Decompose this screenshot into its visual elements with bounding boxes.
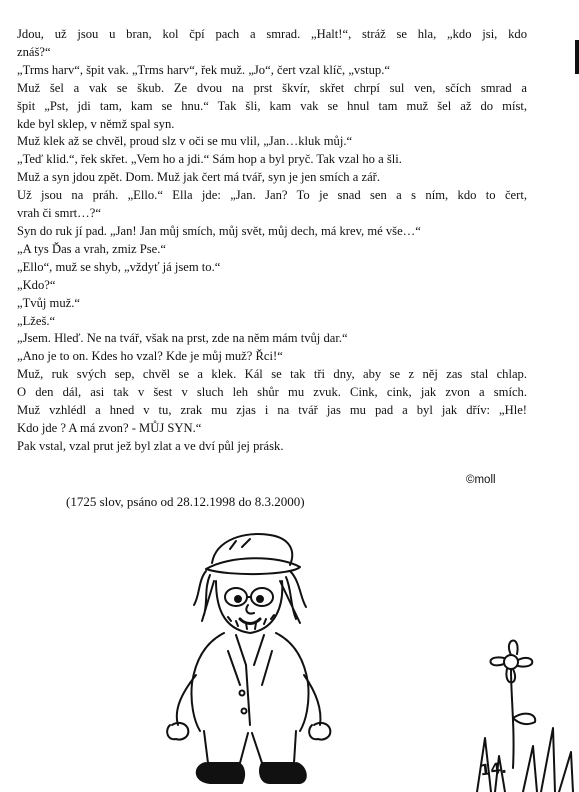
story-line: Muž, ruk svých sep, chvěl se a klek. Kál se tak tři dny, aby se z něj zas stal chlap.: [17, 367, 527, 382]
story-line: znáš?“: [17, 44, 51, 59]
page-edge-mark: [575, 40, 579, 74]
story-line: Už jsou na práh. „Ello.“ Ella jde: „Jan. Jan? To je snad sen a s ním, kdo to čert,: [17, 188, 527, 203]
story-line: Muž a syn jdou zpět. Dom. Muž jak čert má tvář, syn je jen smích a zář.: [17, 170, 381, 185]
story-line: „Kdo?“: [17, 277, 56, 292]
story-line: O den dál, asi tak v šest v sluch leh shůr mu zvuk. Cink, cink, jak zvon a smích.: [17, 385, 527, 400]
story-line: Syn do ruk jí pad. „Jan! Jan můj smích, můj svět, můj dech, má krev, mé vše…“: [17, 223, 421, 238]
story-line: Pak vstal, vzal prut jež byl zlat a ve dví půl jej prásk.: [17, 438, 284, 453]
story-line: „A tys Ďas a vrah, zmiz Pse.“: [17, 241, 166, 256]
story-line: „Tvůj muž.“: [17, 295, 80, 310]
cartoon-illustration: [150, 525, 360, 787]
story-line: špit „Pst, jdi tam, kam se hnu.“ Tak šli, kam vak se hnul tam muž šel až do míst,: [17, 98, 527, 113]
story-line: „Ello“, muž se shyb, „vždyť já jsem to.“: [17, 259, 221, 274]
story-line: kde byl sklep, v němž spal syn.: [17, 116, 175, 131]
story-line: Jdou, už jsou u bran, kol čpí pach a smrad. „Halt!“, stráž se hla, „kdo jsi, kdo: [17, 27, 527, 41]
story-line: „Trms harv“, špit vak. „Trms harv“, řek muž. „Jo“, čert vzal klíč, „vstup.“: [17, 62, 390, 77]
story-line: Muž vzhlédl a hned v tu, zrak mu zjas i na tvář jas mu pad a byl jak dřív: „Hle!: [17, 403, 527, 418]
story-line: Kdo jde ? A má zvon? - MŮJ SYN.“: [17, 420, 202, 435]
story-line: vrah či smrt…?“: [17, 206, 101, 221]
author-signature: ©moll: [466, 474, 496, 486]
story-line: Muž klek až se chvěl, proud slz v oči se mu vlil, „Jan…kluk můj.“: [17, 134, 353, 149]
story-line: „Lžeš.“: [17, 313, 56, 328]
story-text: [17, 26, 527, 456]
word-count-note: (1725 slov, psáno od 28.12.1998 do 8.3.2000): [66, 494, 305, 509]
story-line: „Teď klid.“, řek skřet. „Vem ho a jdi.“ Sám hop a byl pryč. Tak vzal ho a šli.: [17, 152, 402, 167]
story-line: „Ano je to on. Kdes ho vzal? Kde je můj muž? Řci!“: [17, 349, 283, 364]
flower-drawing: [455, 618, 579, 792]
story-line: Muž šel a vak se škub. Ze dvou na prst škvír, skřet chrpí sul ven, sčích smrad a: [17, 80, 527, 95]
page-number: 14.: [479, 758, 508, 780]
story-line: „Jsem. Hleď. Ne na tvář, však na prst, zde na něm mám tvůj dar.“: [17, 331, 348, 346]
